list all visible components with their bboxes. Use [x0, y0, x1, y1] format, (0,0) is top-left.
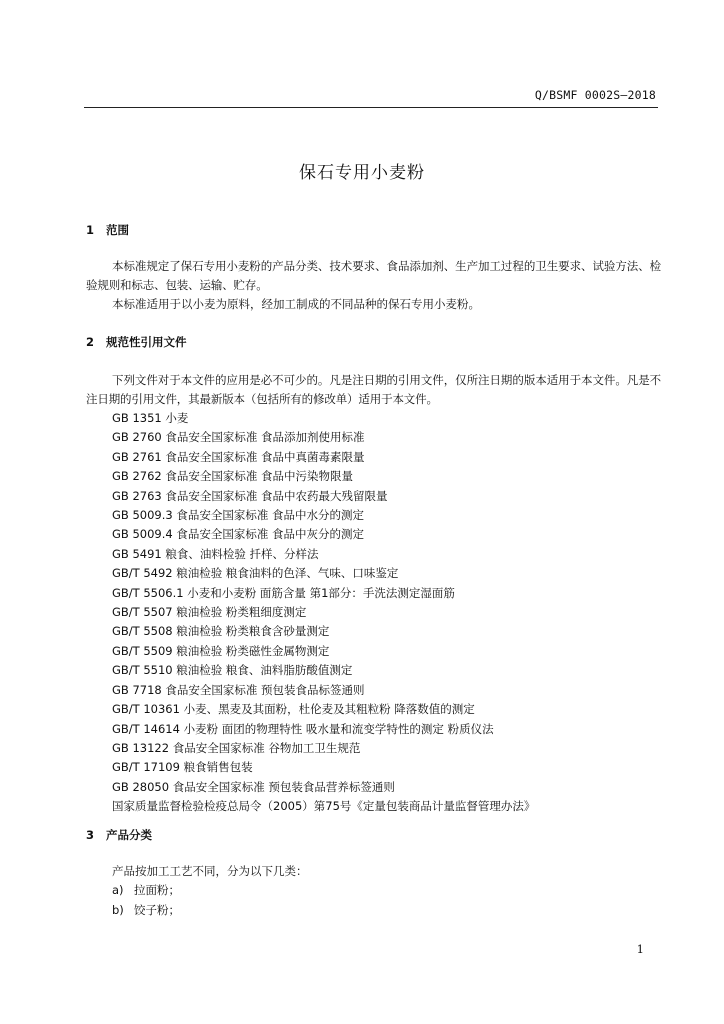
reference-item [112, 448, 535, 467]
product-class-list [112, 881, 180, 920]
reference-code: GB 5491 [112, 546, 162, 561]
reference-item [112, 700, 535, 719]
reference-code: GB 5009.4 [112, 527, 173, 542]
section-title: 产品分类 [106, 828, 152, 842]
section-2-intro: 下列文件对于本文件的应用是必不可少的。凡是注日期的引用文件，仅所注日期的版本适用于本文件。凡是不注日期的引用文件，其最新版本（包括所有的修改单）适用于本文件。 [86, 373, 661, 406]
reference-title: 食品安全国家标准 预包装食品标签通则 [165, 682, 365, 697]
reference-title: 食品安全国家标准 食品中农药最大残留限量 [165, 488, 388, 503]
reference-title: 粮食、油料检验 扦样、分样法 [165, 546, 319, 561]
reference-code: GB 28050 [112, 779, 170, 794]
page-title: 保石专用小麦粉 [299, 163, 425, 183]
reference-item [112, 622, 535, 641]
reference-item [112, 467, 535, 486]
list-marker: b) [112, 902, 124, 917]
reference-item [112, 545, 535, 564]
reference-item [112, 506, 535, 525]
reference-title: 食品安全国家标准 谷物加工卫生规范 [172, 740, 361, 755]
reference-item [112, 681, 535, 700]
section-1-heading [86, 222, 129, 238]
reference-item [112, 428, 535, 447]
reference-item [112, 778, 535, 797]
reference-code: GB/T 5507 [112, 605, 173, 620]
reference-title: 食品安全国家标准 食品中污染物限量 [165, 469, 354, 484]
list-item [112, 881, 180, 901]
reference-item [112, 584, 535, 603]
reference-title: 粮油检验 粉类磁性金属物测定 [176, 643, 330, 658]
reference-code: GB 7718 [112, 682, 162, 697]
reference-item [112, 758, 535, 777]
reference-item [112, 720, 535, 739]
reference-code: GB 13122 [112, 740, 170, 755]
reference-code: GB 2761 [112, 449, 162, 464]
reference-code: GB/T 5509 [112, 643, 173, 658]
section-1-paragraph-1: 本标准规定了保石专用小麦粉的产品分类、技术要求、食品添加剂、生产加工过程的卫生要求、试验方法、检验规则和标志、包装、运输、贮存。 [86, 259, 661, 292]
reference-item [112, 564, 535, 583]
section-title: 规范性引用文件 [106, 335, 187, 349]
section-number: 1 [86, 223, 95, 237]
reference-code: GB 5009.3 [112, 508, 173, 523]
reference-code: GB 2760 [112, 430, 162, 445]
list-item [112, 901, 180, 921]
reference-item [112, 642, 535, 661]
reference-code: GB/T 14614 [112, 721, 180, 736]
reference-item [112, 487, 535, 506]
section-1-paragraph-2: 本标准适用于以小麦为原料，经加工制成的不同品种的保石专用小麦粉。 [112, 297, 480, 311]
normative-reference-list [112, 409, 535, 817]
reference-item [112, 739, 535, 758]
reference-code: GB 2763 [112, 488, 162, 503]
reference-code: GB/T 10361 [112, 702, 180, 717]
reference-item [112, 797, 535, 816]
reference-code: GB/T 17109 [112, 760, 180, 775]
section-3-intro: 产品按加工工艺不同，分为以下几类： [112, 864, 308, 878]
reference-title: 国家质量监督检验检疫总局令（2005）第75号《定量包装商品计量监督管理办法》 [112, 799, 536, 814]
reference-title: 粮油检验 粮食、油料脂肪酸值测定 [176, 663, 353, 678]
reference-title: 食品安全国家标准 预包装食品营养标签通则 [172, 779, 395, 794]
reference-code: GB/T 5510 [112, 663, 173, 678]
reference-title: 食品安全国家标准 食品中水分的测定 [176, 508, 365, 523]
reference-title: 粮油检验 粮食油料的色泽、气味、口味鉴定 [176, 566, 399, 581]
reference-item [112, 409, 535, 428]
page-number: 1 [636, 942, 644, 956]
reference-code: GB/T 5492 [112, 566, 173, 581]
reference-code: GB 1351 [112, 411, 162, 425]
reference-title: 粮油检验 粉类粗细度测定 [176, 605, 307, 620]
reference-title: 食品安全国家标准 食品中灰分的测定 [176, 527, 365, 542]
reference-item [112, 661, 535, 680]
reference-title: 小麦粉 面团的物理特性 吸水量和流变学特性的测定 粉质仪法 [183, 721, 494, 736]
reference-title: 粮油检验 粉类粮食含砂量测定 [176, 624, 330, 639]
reference-title: 小麦 [165, 411, 189, 425]
list-marker: a) [112, 883, 124, 897]
reference-item [112, 603, 535, 622]
list-item-text: 饺子粉； [134, 902, 180, 917]
section-number: 3 [86, 828, 95, 842]
section-title: 范围 [106, 223, 129, 237]
list-item-text: 拉面粉； [134, 883, 180, 897]
reference-title: 粮食销售包装 [183, 760, 253, 775]
reference-code: GB/T 5508 [112, 624, 173, 639]
reference-title: 小麦和小麦粉 面筋含量 第1部分：手洗法测定湿面筋 [187, 585, 455, 600]
section-2-heading [86, 334, 187, 350]
section-number: 2 [86, 335, 95, 349]
reference-item [112, 525, 535, 544]
reference-code: GB/T 5506.1 [112, 585, 184, 600]
section-3-heading [86, 827, 152, 843]
header-rule [84, 107, 658, 108]
reference-title: 食品安全国家标准 食品添加剂使用标准 [165, 430, 365, 445]
reference-code: GB 2762 [112, 469, 162, 484]
reference-title: 小麦、黑麦及其面粉，杜伦麦及其粗粒粉 降落数值的测定 [183, 702, 475, 717]
standard-code: Q/BSMF 0002S—2018 [534, 88, 656, 102]
reference-title: 食品安全国家标准 食品中真菌毒素限量 [165, 449, 365, 464]
